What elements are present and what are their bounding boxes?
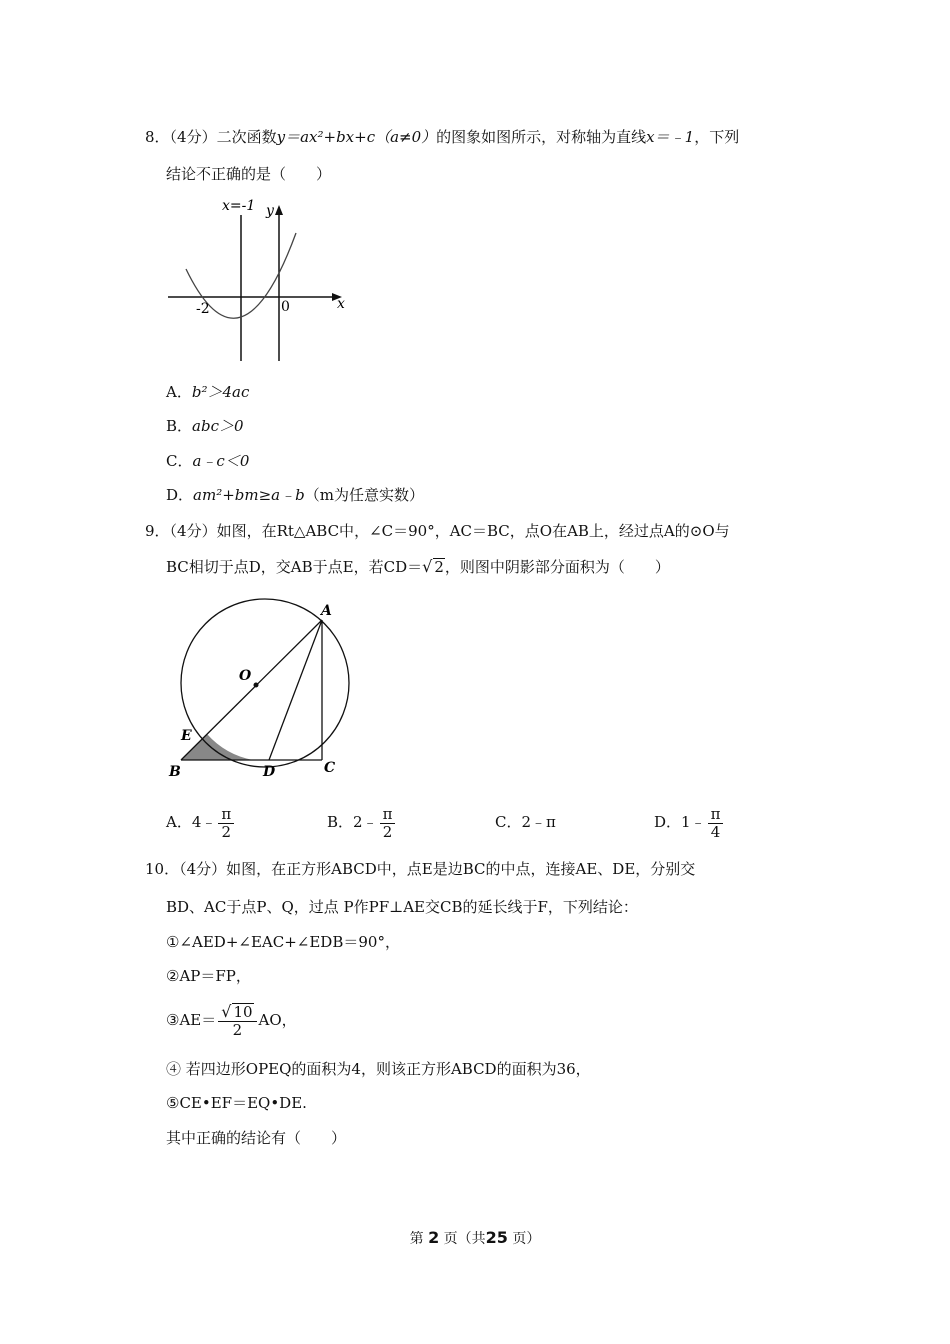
q9-option-c-label: C．: [495, 813, 522, 831]
q9-option-c-text: 2﹣π: [521, 813, 556, 831]
q9-option-a-den: 2: [221, 822, 232, 841]
q8-option-b-label: B．: [166, 417, 193, 435]
q8-x-label: x: [337, 296, 345, 312]
q8-option-a-text: b²＞4ac: [191, 383, 250, 401]
q8-option-b: [166, 416, 244, 436]
q9-option-d: [654, 802, 725, 842]
q10-statement-3: [166, 1000, 297, 1040]
footer-pre: 第: [409, 1231, 424, 1247]
q8-option-c: [166, 451, 249, 471]
q10-statement-4: ④ 若四边形OPEQ的面积为4，则该正方形ABCD的面积为36，: [166, 1060, 591, 1078]
footer-page-number: 2: [428, 1228, 440, 1247]
q8-line1: [145, 127, 739, 147]
q8-option-c-label: C．: [166, 452, 193, 470]
q9-text-2b: ，则图中阴影部分面积为（ ）: [444, 558, 670, 576]
q9-option-b-num: π: [380, 806, 396, 824]
q9-text-1: 如图，在Rt△ABC中，∠C＝90°，AC＝BC，点O在AB上，经过点A的⊙O与: [216, 522, 730, 540]
q10-statement-3-fraction: [218, 1003, 256, 1039]
q9-option-d-num: π: [708, 806, 724, 824]
q9-option-d-den: 4: [710, 822, 721, 841]
q8-option-c-text: a﹣c＜0: [192, 452, 250, 470]
q9-option-a-pre: 4﹣: [191, 813, 217, 831]
q8-option-a-label: A．: [166, 383, 192, 401]
q8-function: y＝ax²+bx+c（a≠0）: [276, 128, 437, 146]
q8-score: （4分）: [169, 128, 217, 146]
q10-statement-3-post: AO，: [258, 1011, 297, 1029]
q9-segment-ad: [269, 620, 322, 760]
q8-option-b-text: abc＞0: [192, 417, 244, 435]
q10-ask: 其中正确的结论有（ ）: [166, 1129, 347, 1147]
q9-label-o: O: [239, 668, 252, 684]
q10-statement-3-sqrt: 10: [233, 1003, 253, 1021]
q9-option-d-pre: 1﹣: [681, 813, 706, 831]
q8-axis-equation: x＝﹣1: [646, 128, 695, 146]
q9-option-d-fraction: [708, 806, 724, 841]
page-footer: [0, 1228, 950, 1248]
q8-tick-zero: 0: [281, 299, 290, 315]
q8-tick-neg2: -2: [196, 301, 210, 317]
footer-post: 页）: [512, 1231, 541, 1247]
q10-line2: BD、AC于点P、Q，过点 P作PF⊥AE交CB的延长线于F，下列结论：: [166, 898, 638, 916]
q8-stem-b: 的图象如图所示，对称轴为直线: [436, 128, 647, 146]
q9-center-dot: [254, 683, 259, 688]
q8-stem-c: ，下列: [694, 128, 740, 146]
q9-label-d: D: [263, 764, 276, 780]
q9-option-b-label: B．: [327, 813, 354, 831]
q10-statement-1: ①∠AED+∠EAC+∠EDB＝90°，: [166, 933, 400, 951]
q9-text-2a: BC相切于点D，交AB于点E，若CD＝: [166, 558, 423, 576]
q9-option-b-den: 2: [382, 822, 393, 841]
q9-score: （4分）: [169, 522, 217, 540]
q9-option-a-num: π: [218, 806, 234, 824]
q9-sqrt-sign: √: [422, 557, 433, 576]
q9-sqrt-arg: 2: [434, 558, 444, 576]
q9-label-b: B: [169, 764, 181, 780]
q8-option-a: [166, 382, 249, 402]
q9-option-a-label: A．: [166, 813, 192, 831]
q9-option-b-pre: 2﹣: [353, 813, 378, 831]
footer-mid: 页（共: [443, 1231, 486, 1247]
q8-y-arrow: [275, 205, 283, 215]
q10-line1: [145, 859, 695, 879]
q9-label-e: E: [181, 728, 192, 744]
q9-option-b: [327, 802, 397, 842]
q8-option-d-expr: am²+bm≥a﹣b: [193, 486, 305, 504]
q8-line2: 结论不正确的是（ ）: [166, 165, 332, 183]
q10-statement-3-num: √ 10: [218, 1003, 256, 1022]
q8-option-d-label: D．: [166, 486, 194, 504]
q9-number: 9．: [145, 522, 170, 540]
q8-option-d-note: （m为任意实数）: [304, 486, 424, 504]
q8-y-label: y: [266, 203, 274, 219]
q10-statement-2: ②AP＝FP，: [166, 967, 251, 985]
q8-parabola-graph: [160, 193, 360, 365]
q10-statement-3-pre: ③AE＝: [166, 1011, 217, 1029]
q10-statement-3-den: 2: [232, 1021, 243, 1039]
q8-axis-label: x=-1: [222, 198, 256, 214]
footer-total-pages: 25: [485, 1228, 508, 1247]
q10-score: （4分）: [179, 860, 227, 878]
q9-option-b-fraction: [380, 806, 396, 841]
q9-option-a: [166, 802, 236, 842]
q9-label-a: A: [321, 603, 332, 619]
q8-stem-a: 二次函数: [216, 128, 277, 146]
q9-label-c: C: [324, 760, 336, 776]
q9-shaded-region: [181, 734, 253, 760]
q10-number: 10．: [145, 860, 180, 878]
q9-option-d-label: D．: [654, 813, 682, 831]
q9-line2: [166, 557, 670, 577]
q8-number: 8．: [145, 128, 170, 146]
q9-line1: [145, 521, 730, 541]
q8-option-d: [166, 485, 424, 505]
q9-option-a-fraction: [218, 806, 234, 841]
q9-circle-figure: [165, 588, 365, 788]
q9-segment-ab: [181, 620, 322, 760]
q9-option-c: [495, 802, 556, 842]
q10-text-1: 如图，在正方形ABCD中，点E是边BC的中点，连接AE、DE，分别交: [226, 860, 696, 878]
q10-statement-5: ⑤CE•EF＝EQ•DE.: [166, 1094, 307, 1112]
